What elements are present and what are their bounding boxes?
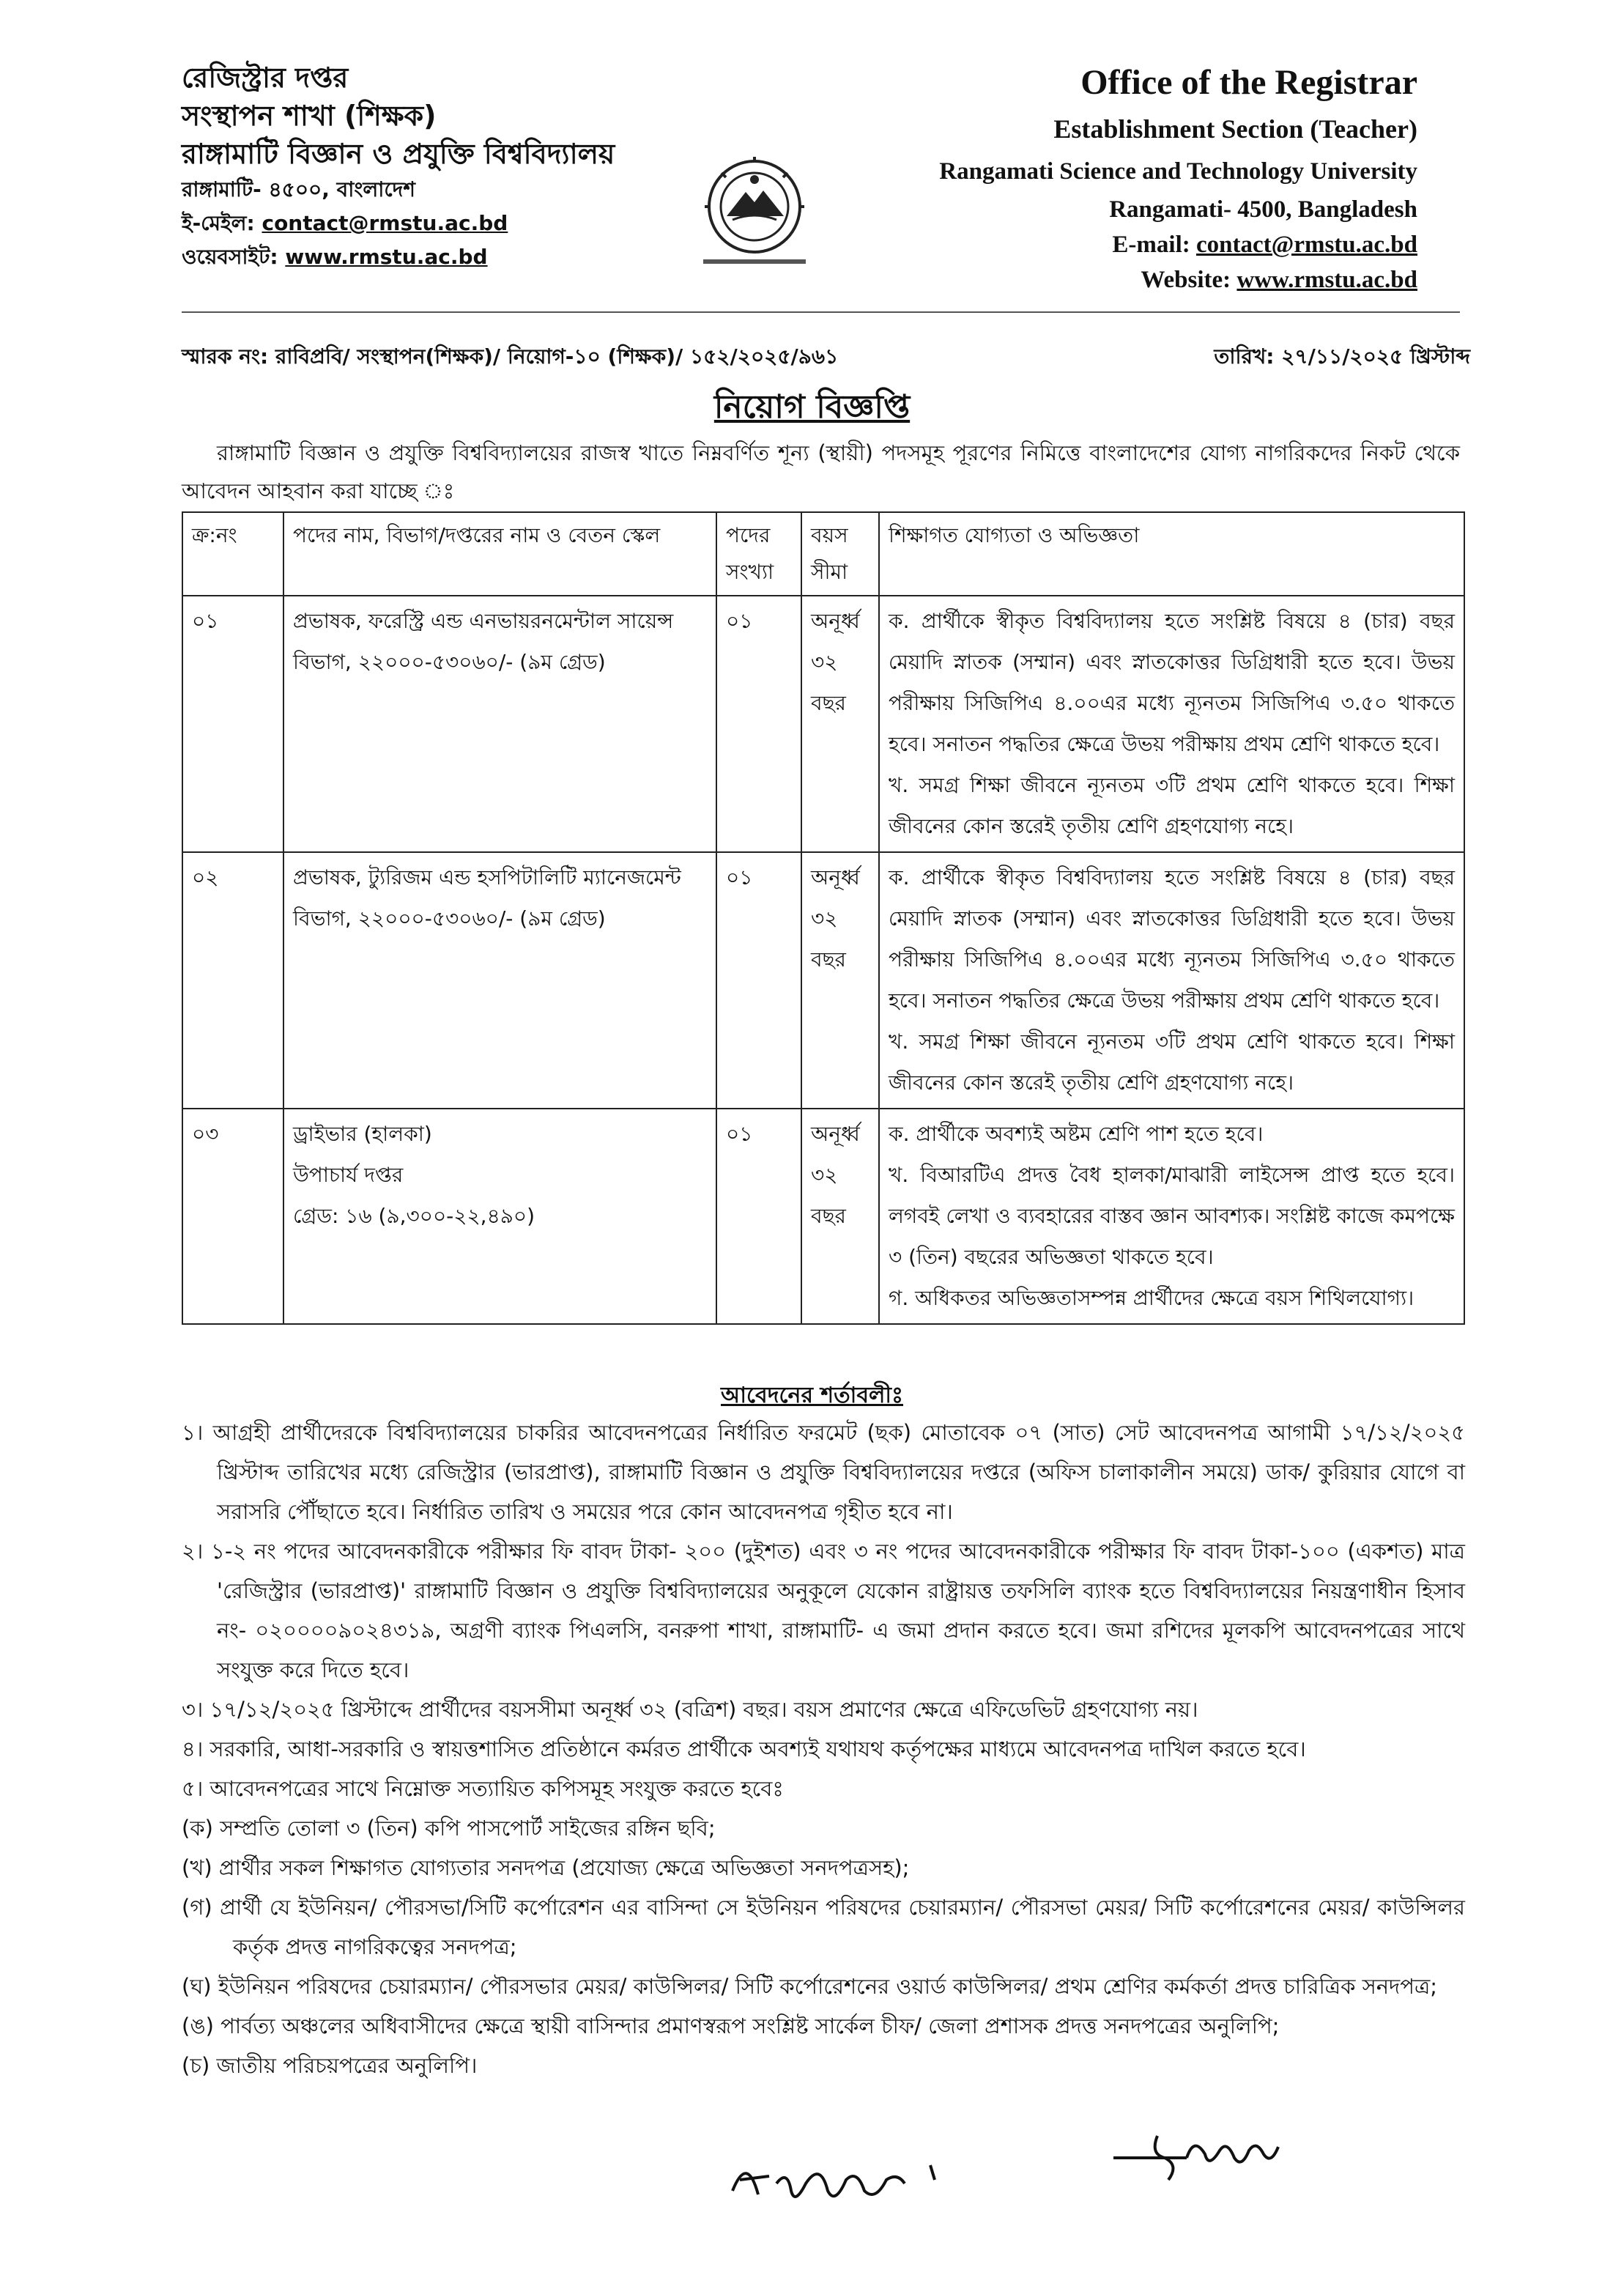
qualification-item: ক. প্রার্থীকে স্বীকৃত বিশ্ববিদ্যালয় হতে সংশ্লিষ্ট বিষয়ে ৪ (চার) বছর মেয়াদি স্নাতক (সম্মান) এবং স্নাতকোত্তর ডিগ্রিধারী হতে হবে। উভয় পরীক্ষায় সিজিপিএ ৪.০০এর মধ্যে ন্যূনতম সিজিপিএ ৩.৫০ থাকতে হবে। সনাতন পদ্ধতির ক্ষেত্রে উভয় পরীক্ষায় প্রথম শ্রেণি থাকতে হবে। [889, 609, 1455, 756]
conditions-list [182, 1413, 1465, 2085]
table-row [182, 596, 1464, 852]
condition-subitem: (ঙ) পার্বত্য অঞ্চলের অধিবাসীদের ক্ষেত্রে স্থায়ী বাসিন্দার প্রমাণস্বরূপ সংশ্লিষ্ট সার্কেল চীফ/ জেলা প্রশাসক প্রদত্ত সনদপত্রের অনুলিপি; [182, 2013, 1280, 2038]
condition-subitem: (গ) প্রার্থী যে ইউনিয়ন/ পৌরসভা/সিটি কর্পোরেশন এর বাসিন্দা সে ইউনিয়ন পরিষদের চেয়ারম্যান/ পৌরসভা মেয়র/ সিটি কর্পোরেশনের মেয়র/ কাউন্সিলর কর্তৃক প্রদত্ত নাগরিকত্বের সনদপত্র; [182, 1895, 1465, 1959]
website-row-bn [182, 240, 694, 274]
post-grade: গ্রেড: ১৬ (৯,৩০০-২২,৪৯০) [293, 1204, 535, 1228]
table-row [182, 852, 1464, 1109]
condition-subitem: (চ) জাতীয় পরিচয়পত্রের অনুলিপি। [182, 2053, 478, 2078]
section-name-en: Establishment Section (Teacher) [1053, 114, 1417, 144]
email-label-bn: ই-মেইল: [182, 211, 255, 235]
office-name-bn: রেজিস্ট্রার দপ্তর [182, 62, 349, 94]
row-age: অনূর্ধ্ব ৩২ বছর [801, 852, 879, 1109]
email-row-en [758, 227, 1417, 262]
posts-table [182, 511, 1465, 1325]
header-count: পদের সংখ্যা [716, 512, 801, 596]
conditions-title [0, 1378, 1624, 1415]
qualification-item: খ. বিআরটিএ প্রদত্ত বৈধ হালকা/মাঝারী লাইসেন্স প্রাপ্ত হতে হবে। লগবই লেখা ও ব্যবহারের বাস্তব জ্ঞান আবশ্যক। সংশ্লিষ্ট কাজে কমপক্ষে ৩ (তিন) বছরের অভিজ্ঞতা থাকতে হবে। [889, 1163, 1455, 1269]
notice-date: তারিখ: ২৭/১১/২০২৫ খ্রিস্টাব্দ [1214, 344, 1470, 369]
condition-subitem: (ঘ) ইউনিয়ন পরিষদের চেয়ারম্যান/ পৌরসভার মেয়র/ কাউন্সিলর/ সিটি কর্পোরেশনের ওয়ার্ড কাউন্সিলর/ প্রথম শ্রেণির কর্মকর্তা প্রদত্ত চারিত্রিক সনদপত্র; [182, 1974, 1438, 1999]
email-row-bn [182, 207, 694, 240]
row-qualification [879, 596, 1464, 852]
header-english [758, 59, 1417, 297]
row-count: ০১ [716, 852, 801, 1109]
row-count: ০১ [716, 596, 801, 852]
post-office: উপাচার্য দপ্তর [293, 1163, 404, 1187]
row-post: প্রভাষক, ফরেস্ট্রি এন্ড এনভায়রনমেন্টাল সায়েন্স বিভাগ, ২২০০০-৫৩০৬০/- (৯ম গ্রেড) [283, 596, 716, 852]
section-name-bn: সংস্থাপন শাখা (শিক্ষক) [182, 100, 437, 132]
table-row [182, 1109, 1464, 1324]
address-bn: রাঙ্গামাটি- ৪৫০০, বাংলাদেশ [182, 177, 415, 201]
condition-item: ৩। ১৭/১২/২০২৫ খ্রিস্টাব্দে প্রার্থীদের বয়সসীমা অনূর্ধ্ব ৩২ (বত্রিশ) বছর। বয়স প্রমাণের ক্ষেত্রে এফিডেভিট গ্রহণযোগ্য নয়। [182, 1697, 1198, 1722]
website-link-bn[interactable]: www.rmstu.ac.bd [285, 245, 488, 269]
office-name-en: Office of the Registrar [1080, 63, 1417, 102]
condition-item: ৪। সরকারি, আধা-সরকারি ও স্বায়ত্তশাসিত প্রতিষ্ঠানে কর্মরত প্রার্থীকে অবশ্যই যথাযথ কর্তৃপক্ষের মাধ্যমে আবেদনপত্র দাখিল করতে হবে। [182, 1737, 1306, 1761]
header-serial: ক্র:নং [182, 512, 283, 596]
university-name-bn: রাঙ্গামাটি বিজ্ঞান ও প্রযুক্তি বিশ্ববিদ্যালয় [182, 138, 615, 170]
notice-title-text: নিয়োগ বিজ্ঞপ্তি [713, 388, 911, 426]
header-qualification: শিক্ষাগত যোগ্যতা ও অভিজ্ঞতা [879, 512, 1464, 596]
row-qualification [879, 1109, 1464, 1324]
table-header-row [182, 512, 1464, 596]
qualification-item: খ. সমগ্র শিক্ষা জীবনে ন্যূনতম ৩টি প্রথম শ্রেণি থাকতে হবে। শিক্ষা জীবনের কোন স্তরেই তৃতীয় শ্রেণি গ্রহণযোগ্য নহে। [889, 773, 1455, 838]
qualification-item: গ. অধিকতর অভিজ্ঞতাসম্পন্ন প্রার্থীদের ক্ষেত্রে বয়স শিথিলযোগ্য। [889, 1286, 1414, 1310]
condition-subitem: (খ) প্রার্থীর সকল শিক্ষাগত যোগ্যতার সনদপত্র (প্রযোজ্য ক্ষেত্রে অভিজ্ঞতা সনদপত্রসহ); [182, 1855, 910, 1880]
website-label-bn: ওয়েবসাইট: [182, 245, 278, 269]
condition-item: ৫। আবেদনপত্রের সাথে নিম্নোক্ত সত্যায়িত কপিসমূহ সংযুক্ত করতে হবেঃ [182, 1776, 784, 1801]
website-label-en: Website: [1141, 267, 1231, 293]
qualification-item: খ. সমগ্র শিক্ষা জীবনে ন্যূনতম ৩টি প্রথম শ্রেণি থাকতে হবে। শিক্ষা জীবনের কোন স্তরেই তৃতীয় শ্রেণি গ্রহণযোগ্য নহে। [889, 1029, 1455, 1095]
email-label-en: E-mail: [1112, 232, 1190, 258]
memo-number: স্মারক নং: রাবিপ্রবি/ সংস্থাপন(শিক্ষক)/ নিয়োগ-১০ (শিক্ষক)/ ১৫২/২০২৫/৯৬১ [182, 344, 839, 369]
row-post [283, 1109, 716, 1324]
intro-paragraph: রাঙ্গামাটি বিজ্ঞান ও প্রযুক্তি বিশ্ববিদ্যালয়ের রাজস্ব খাতে নিম্নবর্ণিত শূন্য (স্থায়ী) পদসমূহ পূরণের নিমিত্তে বাংলাদেশের যোগ্য নাগরিকদের নিকট থেকে আবেদন আহবান করা যাচ্ছে ঃ [182, 440, 1460, 503]
row-post: প্রভাষক, ট্যুরিজম এন্ড হসপিটালিটি ম্যানেজমেন্ট বিভাগ, ২২০০০-৫৩০৬০/- (৯ম গ্রেড) [283, 852, 716, 1109]
row-serial: ০৩ [182, 1109, 283, 1324]
website-link-en[interactable]: www.rmstu.ac.bd [1236, 267, 1417, 293]
condition-item: ১। আগ্রহী প্রার্থীদেরকে বিশ্ববিদ্যালয়ের চাকরির আবেদনপত্রের নির্ধারিত ফরমেট (ছক) মোতাবেক ০৭ (সাত) সেট আবেদনপত্র আগামী ১৭/১২/২০২৫ খ্রিস্টাব্দ তারিখের মধ্যে রেজিস্ট্রার (ভারপ্রাপ্ত), রাঙ্গামাটি বিজ্ঞান ও প্রযুক্তি বিশ্ববিদ্যালয়ের দপ্তরে (অফিস চালাকালীন সময়ে) ডাক/ কুরিয়ার যোগে বা সরাসরি পৌঁছাতে হবে। নির্ধারিত তারিখ ও সময়ের পরে কোন আবেদনপত্র গৃহীত হবে না। [182, 1420, 1465, 1524]
header-age: বয়স সীমা [801, 512, 879, 596]
header-divider [182, 311, 1460, 313]
header-bangla [182, 59, 694, 274]
row-count: ০১ [716, 1109, 801, 1324]
website-row-en [758, 262, 1417, 297]
row-age: অনূর্ধ্ব ৩২ বছর [801, 596, 879, 852]
row-serial: ০২ [182, 852, 283, 1109]
condition-subitem: (ক) সম্প্রতি তোলা ৩ (তিন) কপি পাসপোর্ট সাইজের রঙ্গিন ছবি; [182, 1816, 716, 1841]
header-post: পদের নাম, বিভাগ/দপ্তরের নাম ও বেতন স্কেল [283, 512, 716, 596]
address-en: Rangamati- 4500, Bangladesh [1109, 196, 1417, 223]
notice-title [0, 382, 1624, 436]
conditions-title-text: আবেদনের শর্তাবলীঃ [720, 1383, 903, 1408]
qualification-item: ক. প্রার্থীকে অবশ্যই অষ্টম শ্রেণি পাশ হতে হবে। [889, 1122, 1264, 1146]
email-link-en[interactable]: contact@rmstu.ac.bd [1196, 232, 1417, 258]
qualification-item: ক. প্রার্থীকে স্বীকৃত বিশ্ববিদ্যালয় হতে সংশ্লিষ্ট বিষয়ে ৪ (চার) বছর মেয়াদি স্নাতক (সম্মান) এবং স্নাতকোত্তর ডিগ্রিধারী হতে হবে। উভয় পরীক্ষায় সিজিপিএ ৪.০০এর মধ্যে ন্যূনতম সিজিপিএ ৩.৫০ থাকতে হবে। সনাতন পদ্ধতির ক্ষেত্রে উভয় পরীক্ষায় প্রথম শ্রেণি থাকতে হবে। [889, 865, 1455, 1013]
email-link-bn[interactable]: contact@rmstu.ac.bd [262, 211, 508, 235]
row-serial: ০১ [182, 596, 283, 852]
row-age: অনূর্ধ্ব ৩২ বছর [801, 1109, 879, 1324]
university-name-en: Rangamati Science and Technology University [939, 158, 1417, 185]
signature-left [718, 2140, 952, 2220]
condition-item: ২। ১-২ নং পদের আবেদনকারীকে পরীক্ষার ফি বাবদ টাকা- ২০০ (দুইশত) এবং ৩ নং পদের আবেদনকারীকে পরীক্ষার ফি বাবদ টাকা-১০০ (একশত) মাত্র 'রেজিস্ট্রার (ভারপ্রাপ্ত)' রাঙ্গামাটি বিজ্ঞান ও প্রযুক্তি বিশ্ববিদ্যালয়ের অনুকূলে যেকোন রাষ্ট্রায়ত্ত তফসিলি ব্যাংক হতে বিশ্ববিদ্যালয়ের নিয়ন্ত্রণাধীন হিসাব নং- ০২০০০০৯০২৪৩১৯, অগ্রণী ব্যাংক পিএলসি, বনরুপা শাখা, রাঙ্গামাটি- এ জমা প্রদান করতে হবে। জমা রশিদের মূলকপি আবেদনপত্রের সাথে সংযুক্ত করে দিতে হবে। [182, 1539, 1465, 1682]
signature-right [1106, 2114, 1297, 2194]
post-title: ড্রাইভার (হালকা) [293, 1122, 432, 1146]
row-qualification [879, 852, 1464, 1109]
